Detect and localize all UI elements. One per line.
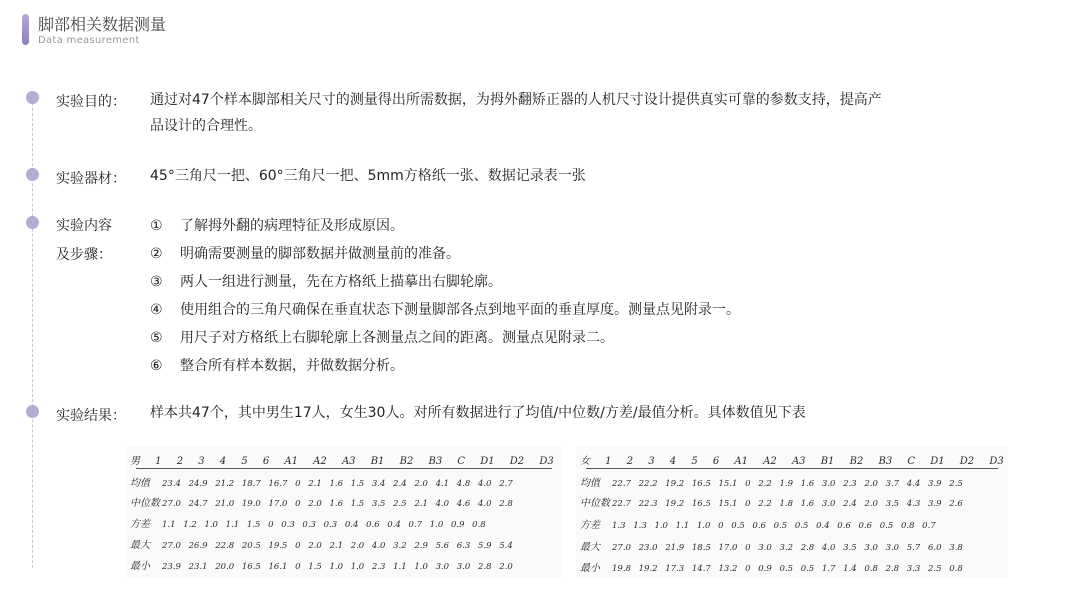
- table-row: [580, 559, 1004, 577]
- table-row: [580, 494, 1004, 512]
- male-data-table-image: [126, 446, 562, 578]
- row-values: 27.0 24.7 21.0 19.0 17.0 0 2.0 1.6 1.5 3.5 2.5 2.1 4.0 4.6 4.0 2.8: [162, 499, 513, 509]
- step-text: 了解拇外翻的病理特征及形成原因。: [180, 218, 404, 234]
- row-label: 最小: [580, 563, 600, 574]
- female-data-table-image: [576, 446, 1008, 578]
- row-values: 23.4 24.9 21.2 18.7 16.7 0 2.1 1.6 1.5 3.4 2.4 2.0 4.1 4.8 4.0 2.7: [162, 479, 513, 489]
- table-row: [130, 515, 558, 533]
- row-label: 最大: [580, 542, 600, 553]
- step-item: [150, 244, 460, 264]
- step-number: ③: [150, 274, 163, 290]
- step-text: 使用组合的三角尺确保在垂直状态下测量脚部各点到地平面的垂直厚度。测量点见附录一。: [180, 302, 740, 318]
- table-row: [580, 538, 1004, 556]
- step-number: ②: [150, 246, 163, 262]
- row-label: 最小: [130, 561, 150, 572]
- equipment-label: 实验器材：: [56, 171, 126, 187]
- step-number: ⑤: [150, 330, 163, 346]
- table-rule: [136, 468, 552, 469]
- row-label: 均值: [130, 478, 150, 489]
- page-title: 脚部相关数据测量: [38, 15, 167, 34]
- step-text: 整合所有样本数据，并做数据分析。: [180, 358, 404, 374]
- row-values: 19.8 19.2 17.3 14.7 13.2 0 0.9 0.5 0.5 1.7 1.4 0.8 2.8 3.3 2.5 0.8: [612, 564, 963, 574]
- row-values: 1.3 1.3 1.0 1.1 1.0 0 0.5 0.6 0.5 0.5 0.4 0.6 0.6 0.5 0.8 0.7: [612, 521, 936, 531]
- equipment-text: 45°三角尺一把、60°三角尺一把、5mm方格纸一张、数据记录表一张: [150, 168, 586, 184]
- step-text: 用尺子对方格纸上右脚轮廓上各测量点之间的距离。测量点见附录二。: [180, 330, 614, 346]
- step-item: [150, 216, 404, 236]
- step-item: [150, 272, 502, 292]
- table-header: 男 1 2 3 4 5 6 A1 A2 A3 B1 B2 B3 C D1 D2 D3: [130, 456, 554, 467]
- row-label: 最大: [130, 540, 150, 551]
- steps-label-2: 及步骤：: [56, 247, 112, 263]
- row-values: 23.9 23.1 20.0 16.5 16.1 0 1.5 1.0 1.0 2.3 1.1 1.0 3.0 3.0 2.8 2.0: [162, 562, 513, 572]
- purpose-line-1: 通过对47个样本脚部相关尺寸的测量得出所需数据，为拇外翻矫正器的人机尺寸设计提供真实可靠的参数支持，提高产: [150, 92, 882, 108]
- purpose-line-2: 品设计的合理性。: [150, 118, 262, 134]
- row-label: 方差: [130, 519, 150, 530]
- purpose-label: 实验目的：: [56, 94, 126, 110]
- table-row: [130, 474, 558, 492]
- purpose-text: [150, 87, 882, 139]
- table-rule: [586, 468, 998, 469]
- step-text: 两人一组进行测量，先在方格纸上描摹出右脚轮廓。: [180, 274, 502, 290]
- row-values: 1.1 1.2 1.0 1.1 1.5 0 0.3 0.3 0.3 0.4 0.6 0.4 0.7 1.0 0.9 0.8: [162, 520, 486, 530]
- table-header: 女 1 2 3 4 5 6 A1 A2 A3 B1 B2 B3 C D1 D2 D3: [580, 456, 1004, 467]
- table-row: [130, 536, 558, 554]
- table-row: [580, 474, 1004, 492]
- timeline-dot-equipment: [26, 168, 39, 181]
- row-label: 中位数: [580, 498, 610, 509]
- table-row: [130, 557, 558, 575]
- step-number: ④: [150, 302, 163, 318]
- steps-label-1: 实验内容: [56, 218, 112, 234]
- row-label: 方差: [580, 520, 600, 531]
- page-subtitle: Data measurement: [38, 35, 140, 46]
- row-values: 27.0 23.0 21.9 18.5 17.0 0 3.0 3.2 2.8 4.0 3.5 3.0 3.0 5.7 6.0 3.8: [612, 543, 963, 553]
- row-label: 中位数: [130, 498, 160, 509]
- timeline-dot-purpose: [26, 91, 39, 104]
- table-row: [130, 494, 558, 512]
- step-number: ①: [150, 218, 163, 234]
- step-text: 明确需要测量的脚部数据并做测量前的准备。: [180, 246, 460, 262]
- results-text: 样本共47个，其中男生17人，女生30人。对所有数据进行了均值/中位数/方差/最值分析。具体数值见下表: [150, 405, 806, 421]
- timeline-dot-results: [26, 405, 39, 418]
- results-label: 实验结果：: [56, 408, 126, 424]
- step-item: [150, 356, 404, 376]
- header-accent-bar: [22, 14, 29, 45]
- step-item: [150, 328, 614, 348]
- row-values: 22.7 22.2 19.2 16.5 15.1 0 2.2 1.9 1.6 3.0 2.3 2.0 3.7 4.4 3.9 2.5: [612, 479, 963, 489]
- timeline-dot-steps: [26, 216, 39, 229]
- row-label: 均值: [580, 478, 600, 489]
- step-number: ⑥: [150, 358, 163, 374]
- table-row: [580, 516, 1004, 534]
- row-values: 27.0 26.9 22.8 20.5 19.5 0 2.0 2.1 2.0 4.0 3.2 2.9 5.6 6.3 5.9 5.4: [162, 541, 513, 551]
- step-item: [150, 300, 740, 320]
- row-values: 22.7 22.3 19.2 16.5 15.1 0 2.2 1.8 1.6 3.0 2.4 2.0 3.5 4.3 3.9 2.6: [612, 499, 963, 509]
